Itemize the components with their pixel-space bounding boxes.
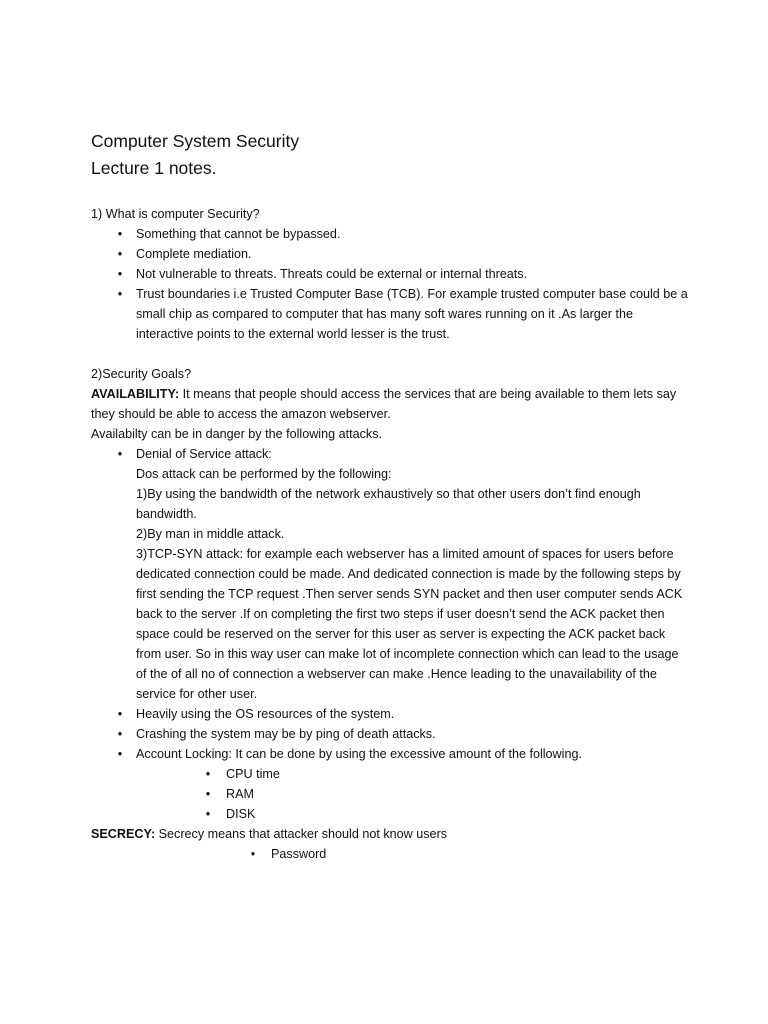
list-item: • Heavily using the OS resources of the system. bbox=[91, 704, 691, 724]
availability-danger-line: Availabilty can be in danger by the following attacks. bbox=[91, 427, 382, 441]
list-item: • RAM bbox=[91, 784, 691, 804]
resource-list bbox=[91, 764, 691, 824]
bullet-icon: • bbox=[117, 287, 123, 301]
bullet-list bbox=[91, 224, 691, 344]
attack-list bbox=[91, 444, 691, 464]
bullet-icon: • bbox=[117, 247, 123, 261]
section-heading: 1) What is computer Security? bbox=[91, 207, 260, 221]
bullet-icon: • bbox=[117, 747, 123, 761]
secrecy-label: SECRECY: bbox=[91, 827, 156, 841]
secrecy-paragraph: SECRECY: Secrecy means that attacker should not know users bbox=[91, 827, 448, 841]
section-heading: 2)Security Goals? bbox=[91, 367, 192, 381]
availability-label: AVAILABILITY: bbox=[91, 387, 180, 401]
list-item: • Crashing the system may be by ping of death attacks. bbox=[91, 724, 691, 744]
dos-details bbox=[91, 464, 691, 704]
list-item: • Complete mediation. bbox=[91, 244, 691, 264]
list-item: • Account Locking: It can be done by using the excessive amount of the following. bbox=[91, 744, 691, 764]
availability-paragraph: AVAILABILITY: It means that people should access the services that are being available to them lets say they should be able to access the amazon webserver. bbox=[91, 387, 677, 421]
bullet-icon: • bbox=[117, 227, 123, 241]
list-item: • Trust boundaries i.e Trusted Computer Base (TCB). For example trusted computer base could be a small chip as compared to computer that has many soft wares running on it .As larger the interactive points to the external world lesser is the trust. bbox=[91, 284, 691, 344]
bullet-icon: • bbox=[205, 787, 211, 801]
bullet-icon: • bbox=[117, 267, 123, 281]
bullet-icon: • bbox=[205, 807, 211, 821]
dos-line: 1)By using the bandwidth of the network exhaustively so that other users don’t find enough bandwidth. bbox=[136, 487, 641, 521]
bullet-icon: • bbox=[250, 847, 256, 861]
list-item: • Not vulnerable to threats. Threats could be external or internal threats. bbox=[91, 264, 691, 284]
dos-line: Dos attack can be performed by the following: bbox=[136, 467, 392, 481]
list-item: • CPU time bbox=[91, 764, 691, 784]
list-item: • Password bbox=[91, 844, 691, 864]
section-what-is-security bbox=[91, 204, 691, 864]
dos-line: 2)By man in middle attack. bbox=[136, 527, 285, 541]
document-page bbox=[91, 128, 691, 864]
bullet-icon: • bbox=[117, 447, 123, 461]
bullet-icon: • bbox=[117, 707, 123, 721]
dos-line: 3)TCP-SYN attack: for example each webserver has a limited amount of spaces for users before dedicated connection could be made. And dedicated connection is made by the following steps by first sending the TCP request .Then server sends SYN packet and then user computer sends ACK back to the server .If on completing the first two steps if user doesn’t send the ACK packet then space could be reserved on the server for this user as server is expecting the ACK packet back from user. So in this way user can make lot of incomplete connection which can lead to the usage of the of all no of connection a webserver can make .Hence leading to the unavailability of the service for other user. bbox=[136, 547, 683, 701]
secrecy-list bbox=[91, 844, 691, 864]
list-item: • DISK bbox=[91, 804, 691, 824]
list-item-dos: • Denial of Service attack: bbox=[91, 444, 691, 464]
document-subtitle: Lecture 1 notes. bbox=[91, 158, 217, 178]
list-item: • Something that cannot be bypassed. bbox=[91, 224, 691, 244]
attack-list-continued bbox=[91, 704, 691, 764]
document-title: Computer System Security bbox=[91, 131, 300, 151]
bullet-icon: • bbox=[205, 767, 211, 781]
bullet-icon: • bbox=[117, 727, 123, 741]
